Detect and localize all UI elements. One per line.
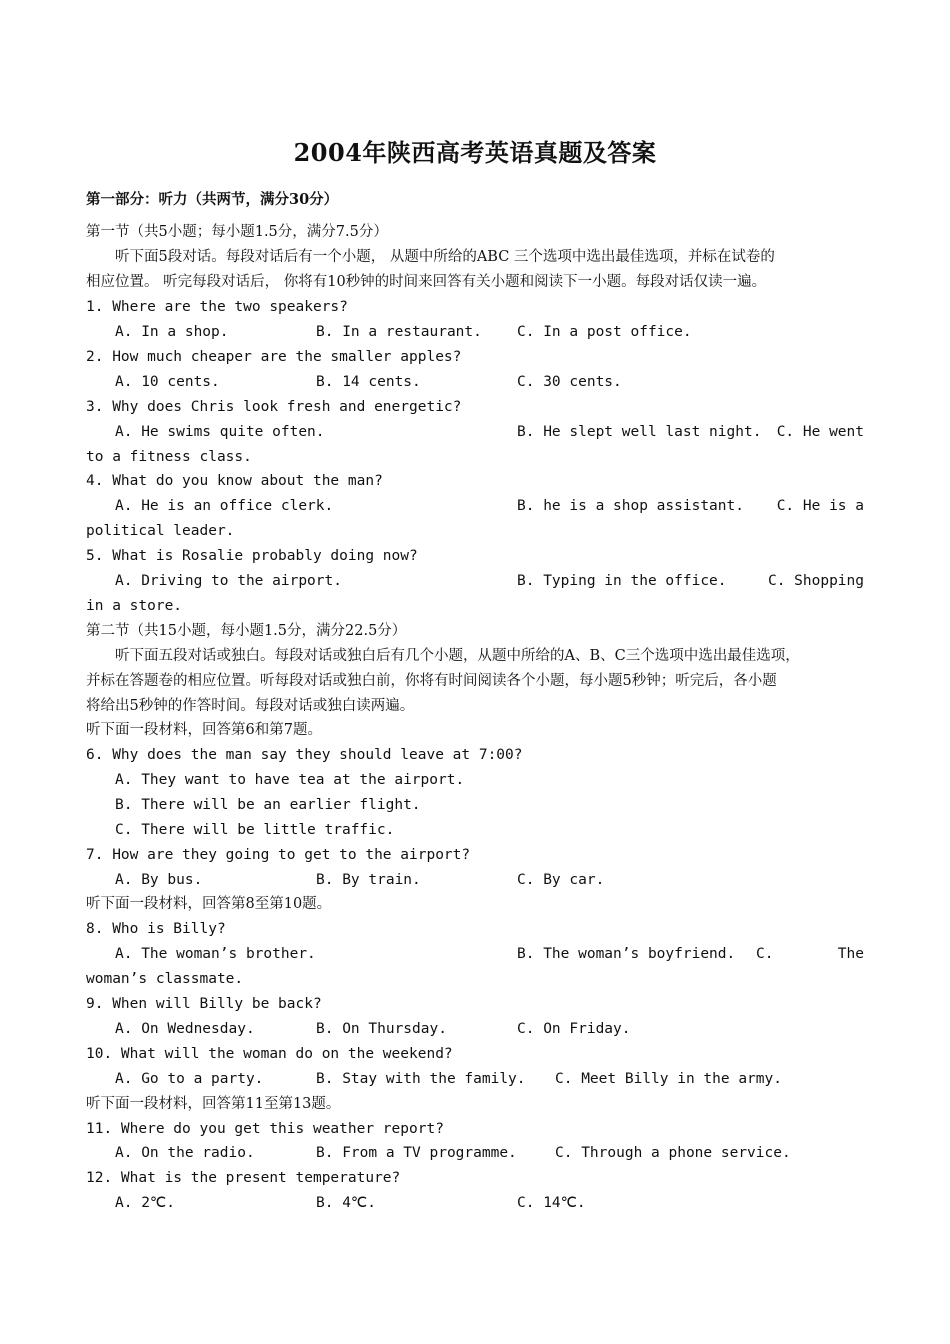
option-b: B. he is a shop assistant. [517,498,744,514]
question-8: 8. Who is Billy? [86,921,226,937]
question-3-option-c-continued: to a fitness class. [86,449,252,465]
option-a: A. Go to a party. [115,1071,264,1087]
question-11-options [0,1141,950,1166]
option-c: C. On Friday. [517,1021,631,1037]
section1-instructions-line2: 相应位置。 听完每段对话后， 你将有10秒钟的时间来回答有关小题和阅读下一小题。每段对话仅读一遍。 [86,274,767,290]
section2-instructions-line1: 听下面五段对话或独白。每段对话或独白后有几个小题，从题中所给的A、B、C三个选项中选出最佳选项， [115,648,800,664]
group-11-13-intro: 听下面一段材料，回答第11至第13题。 [86,1096,341,1112]
option-c-word: The [837,946,864,962]
section1-instructions-line1: 听下面5段对话。每段对话后有一个小题， 从题中所给的ABC 三个选项中选出最佳选项，并标在试卷的 [115,249,775,265]
option-c: C. He is a [776,498,864,514]
option-a: A. In a shop. [115,324,229,340]
question-4-option-c-continued: political leader. [86,523,235,539]
question-2-options [0,370,950,395]
option-a: A. He is an office clerk. [115,498,334,514]
section2-instructions-line2: 并标在答题卷的相应位置。听每段对话或独白前，你将有时间阅读各个小题，每小题5秒钟；听完后，各小题 [86,673,777,689]
option-c: C. Through a phone service. [555,1145,791,1161]
option-a: A. He swims quite often. [115,424,325,440]
question-6-option-b: B. There will be an earlier flight. [115,797,421,813]
option-b: B. On Thursday. [316,1021,447,1037]
option-a: A. 2℃. [115,1195,175,1211]
option-b: B. From a TV programme. [316,1145,517,1161]
question-1: 1. Where are the two speakers? [86,299,348,315]
option-b: B. 14 cents. [316,374,421,390]
question-8-option-c-continued: woman’s classmate. [86,971,244,987]
option-a: A. 10 cents. [115,374,220,390]
question-5-options [0,569,950,594]
question-3-options [0,420,950,445]
question-7-options [0,868,950,893]
question-4-options [0,494,950,519]
option-b: B. 4℃. [316,1195,376,1211]
question-6: 6. Why does the man say they should leave at 7:00? [86,747,523,763]
option-c: C. 30 cents. [517,374,622,390]
option-b: B. He slept well last night. [517,424,762,440]
option-c: C. In a post office. [517,324,692,340]
page-title: 2004年陕西高考英语真题及答案 [293,138,657,167]
question-6-option-a: A. They want to have tea at the airport. [115,772,465,788]
question-1-options [0,320,950,345]
option-c: C. By car. [517,872,605,888]
question-8-options [0,942,950,967]
question-9-options [0,1017,950,1042]
option-c: C. Meet Billy in the army. [555,1071,782,1087]
question-12-options [0,1191,950,1216]
group-8-10-intro: 听下面一段材料，回答第8至第10题。 [86,896,332,912]
question-10-options [0,1067,950,1092]
section2-instructions-line3: 将给出5秒钟的作答时间。每段对话或独白读两遍。 [86,698,415,714]
question-2: 2. How much cheaper are the smaller apples? [86,349,462,365]
question-9: 9. When will Billy be back? [86,996,322,1012]
part1-heading: 第一部分：听力（共两节，满分30分） [86,191,339,208]
question-7: 7. How are they going to get to the airport? [86,847,471,863]
question-3: 3. Why does Chris look fresh and energetic? [86,399,462,415]
question-6-option-c: C. There will be little traffic. [115,822,395,838]
section1-heading: 第一节（共5小题；每小题1.5分，满分7.5分） [86,224,388,240]
option-c: C. 14℃. [517,1195,586,1211]
question-12: 12. What is the present temperature? [86,1170,401,1186]
option-a: A. The woman’s brother. [115,946,316,962]
question-11: 11. Where do you get this weather report? [86,1121,444,1137]
option-b: B. Typing in the office. [517,573,727,589]
option-b: B. Stay with the family. [316,1071,526,1087]
option-c: C. Shopping [767,573,864,589]
option-c: C. He went [776,424,864,440]
option-a: A. Driving to the airport. [115,573,342,589]
option-b: B. The woman’s boyfriend. [517,946,736,962]
section2-heading: 第二节（共15小题，每小题1.5分，满分22.5分） [86,623,407,639]
option-a: A. On the radio. [115,1145,255,1161]
group-6-7-intro: 听下面一段材料，回答第6和第7题。 [86,722,322,738]
option-b: B. By train. [316,872,421,888]
question-4: 4. What do you know about the man? [86,473,383,489]
option-c: C. [756,946,774,962]
question-10: 10. What will the woman do on the weekend? [86,1046,453,1062]
question-5-option-c-continued: in a store. [86,598,183,614]
question-5: 5. What is Rosalie probably doing now? [86,548,418,564]
option-a: A. By bus. [115,872,203,888]
option-b: B. In a restaurant. [316,324,482,340]
option-a: A. On Wednesday. [115,1021,255,1037]
